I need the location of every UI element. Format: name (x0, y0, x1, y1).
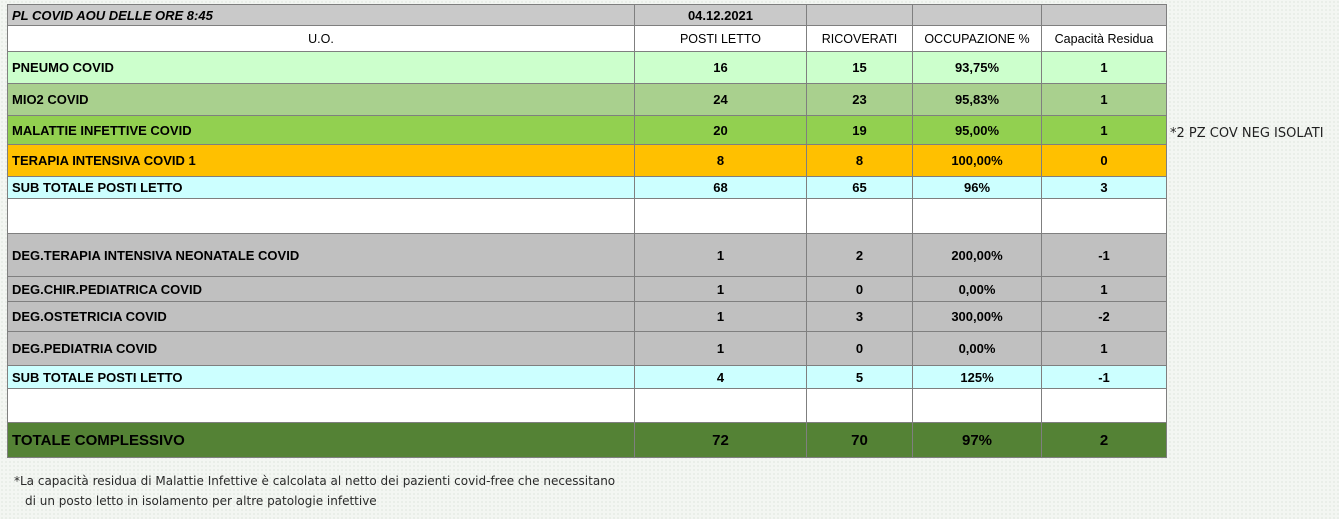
unit-name: TERAPIA INTENSIVA COVID 1 (8, 145, 635, 177)
capacita-value: 1 (1042, 332, 1167, 366)
occupazione-value: 96% (913, 177, 1042, 199)
ricoverati-value: 0 (807, 277, 913, 302)
unit-name: SUB TOTALE POSTI LETTO (8, 366, 635, 389)
posti-letto-value: 72 (635, 423, 807, 458)
capacita-value: 1 (1042, 116, 1167, 145)
posti-letto-value: 4 (635, 366, 807, 389)
unit-name: DEG.OSTETRICIA COVID (8, 302, 635, 332)
empty-cell (807, 389, 913, 423)
col-header-uo: U.O. (8, 26, 635, 52)
posti-letto-value: 20 (635, 116, 807, 145)
col-header-ricoverati: RICOVERATI (807, 26, 913, 52)
title-empty-cell (807, 5, 913, 26)
occupazione-value: 200,00% (913, 234, 1042, 277)
occupazione-value: 0,00% (913, 332, 1042, 366)
occupazione-value: 93,75% (913, 52, 1042, 84)
ricoverati-value: 2 (807, 234, 913, 277)
occupazione-value: 100,00% (913, 145, 1042, 177)
ricoverati-value: 5 (807, 366, 913, 389)
footnote-line-1: *La capacità residua di Malattie Infettive è calcolata al netto dei pazienti covid-free che necessitano (14, 474, 616, 488)
unit-name: DEG.CHIR.PEDIATRICA COVID (8, 277, 635, 302)
empty-row (8, 389, 1167, 423)
capacita-value: 3 (1042, 177, 1167, 199)
empty-cell (635, 389, 807, 423)
ricoverati-value: 0 (807, 332, 913, 366)
posti-letto-value: 8 (635, 145, 807, 177)
ricoverati-value: 23 (807, 84, 913, 116)
unit-name: PNEUMO COVID (8, 52, 635, 84)
unit-name: DEG.PEDIATRIA COVID (8, 332, 635, 366)
empty-cell (8, 199, 635, 234)
title-empty-cell (1042, 5, 1167, 26)
total-row (8, 423, 1167, 458)
posti-letto-value: 68 (635, 177, 807, 199)
column-header-row (8, 26, 1167, 52)
unit-name: MALATTIE INFETTIVE COVID (8, 116, 635, 145)
unit-name: SUB TOTALE POSTI LETTO (8, 177, 635, 199)
ricoverati-value: 8 (807, 145, 913, 177)
occupazione-value: 95,83% (913, 84, 1042, 116)
ricoverati-value: 70 (807, 423, 913, 458)
table-row (8, 116, 1167, 145)
report-date: 04.12.2021 (635, 5, 807, 26)
table-row (8, 277, 1167, 302)
posti-letto-value: 16 (635, 52, 807, 84)
posti-letto-value: 1 (635, 277, 807, 302)
empty-cell (913, 389, 1042, 423)
unit-name: TOTALE COMPLESSIVO (8, 423, 635, 458)
capacita-value: 0 (1042, 145, 1167, 177)
empty-cell (635, 199, 807, 234)
capacita-value: 1 (1042, 277, 1167, 302)
isolation-side-note: *2 PZ COV NEG ISOLATI (1170, 126, 1324, 141)
posti-letto-value: 24 (635, 84, 807, 116)
empty-cell (8, 389, 635, 423)
col-header-occupazione: OCCUPAZIONE % (913, 26, 1042, 52)
empty-cell (807, 199, 913, 234)
occupazione-value: 95,00% (913, 116, 1042, 145)
ricoverati-value: 15 (807, 52, 913, 84)
footnote-line-2: di un posto letto in isolamento per altre patologie infettive (25, 494, 377, 508)
capacita-value: -2 (1042, 302, 1167, 332)
empty-cell (1042, 389, 1167, 423)
report-title: PL COVID AOU DELLE ORE 8:45 (8, 5, 635, 26)
subtotal-row (8, 366, 1167, 389)
occupazione-value: 300,00% (913, 302, 1042, 332)
capacita-value: 1 (1042, 84, 1167, 116)
posti-letto-value: 1 (635, 234, 807, 277)
col-header-posti-letto: POSTI LETTO (635, 26, 807, 52)
capacita-value: -1 (1042, 366, 1167, 389)
footnote (14, 471, 615, 511)
occupazione-value: 0,00% (913, 277, 1042, 302)
title-row (8, 5, 1167, 26)
capacita-value: 2 (1042, 423, 1167, 458)
ricoverati-value: 65 (807, 177, 913, 199)
empty-cell (1042, 199, 1167, 234)
table-row (8, 302, 1167, 332)
ricoverati-value: 3 (807, 302, 913, 332)
ricoverati-value: 19 (807, 116, 913, 145)
table-row (8, 84, 1167, 116)
subtotal-row (8, 177, 1167, 199)
capacita-value: -1 (1042, 234, 1167, 277)
title-empty-cell (913, 5, 1042, 26)
unit-name: MIO2 COVID (8, 84, 635, 116)
table-row (8, 332, 1167, 366)
table-row (8, 52, 1167, 84)
bed-occupancy-table (7, 4, 1167, 458)
posti-letto-value: 1 (635, 302, 807, 332)
unit-name: DEG.TERAPIA INTENSIVA NEONATALE COVID (8, 234, 635, 277)
posti-letto-value: 1 (635, 332, 807, 366)
occupazione-value: 125% (913, 366, 1042, 389)
empty-cell (913, 199, 1042, 234)
table-row (8, 145, 1167, 177)
empty-row (8, 199, 1167, 234)
capacita-value: 1 (1042, 52, 1167, 84)
occupazione-value: 97% (913, 423, 1042, 458)
table-row (8, 234, 1167, 277)
col-header-capacita: Capacità Residua (1042, 26, 1167, 52)
